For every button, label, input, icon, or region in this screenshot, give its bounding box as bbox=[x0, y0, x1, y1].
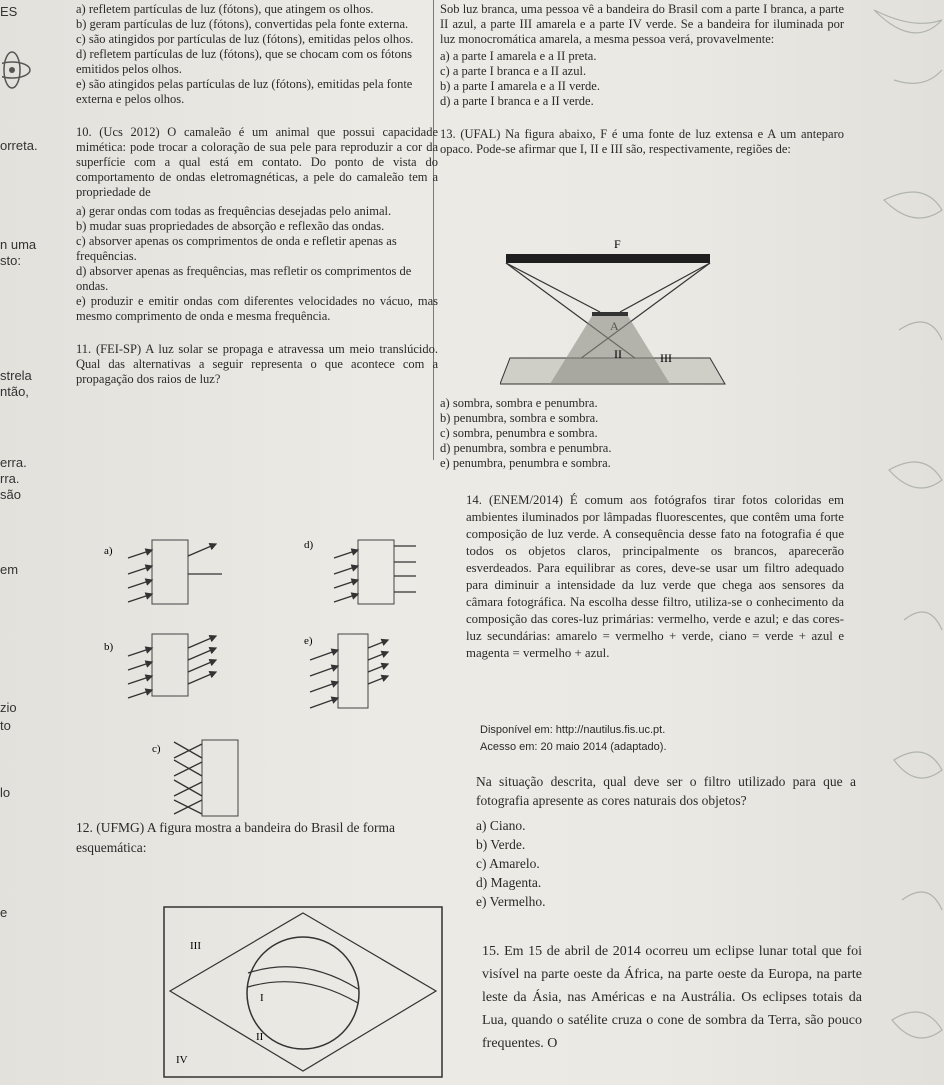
margin-fragment: ntão, bbox=[0, 384, 29, 399]
left-column bbox=[76, 2, 438, 387]
q10-option: a) gerar ondas com todas as frequências desejadas pelo animal. bbox=[76, 204, 392, 218]
question-13-stem: 13. (UFAL) Na figura abaixo, F é uma fonte de luz extensa e A um anteparo opaco. Pode-se afirmar que I, II e III são, respectivamente, regiões de: bbox=[440, 127, 844, 156]
q9-options bbox=[76, 2, 438, 107]
q9-option: c) são atingidos por partículas de luz (fótons), emitidas pelos olhos. bbox=[76, 32, 414, 46]
q10-option: d) absorver apenas as frequências, mas refletir os comprimentos de ondas. bbox=[76, 264, 412, 293]
margin-fragment: sto: bbox=[0, 253, 21, 268]
question-12 bbox=[76, 818, 456, 858]
q9-option: e) são atingidos pelas partículas de luz (fótons), emitidas pela fonte externa e pelos olhos. bbox=[76, 77, 413, 106]
q13-label-II: II bbox=[614, 347, 622, 361]
q11-label-d: d) bbox=[304, 539, 314, 551]
q11-c-rays bbox=[174, 742, 202, 814]
q11-a-medium-box bbox=[152, 540, 188, 604]
q14-option: d) Magenta. bbox=[476, 875, 542, 890]
q11-label-e: e) bbox=[304, 635, 313, 647]
question-14-stem: 14. (ENEM/2014) É comum aos fotógrafos tirar fotos coloridas em ambientes iluminados por lâmpadas fluorescentes, que contêm uma forte composição de luz verde. A consequência desse fato na fotografia é que todos os objetos claros, principalmente os brancos, aparecerão esverdeados. Para equilibrar as cores, deve-se usar um filtro adequado para diminuir a intensidade da luz verde que chega aos sensores da câmara fotográfica. Na escolha desse filtro, utiliza-se o conhecimento da composição das cores-luz primárias: vermelho, verde e azul; e das cores-luz secundárias: amarelo = vermelho + verde, ciano = verde + azul e magenta = vermelho + azul. bbox=[466, 493, 844, 660]
q13-option: e) penumbra, penumbra e sombra. bbox=[440, 456, 611, 470]
question-11 bbox=[76, 342, 438, 387]
question-10 bbox=[76, 125, 438, 324]
q11-d-rays bbox=[334, 546, 416, 602]
right-column bbox=[440, 2, 844, 157]
q8-option: c) a parte I branca e a II azul. bbox=[440, 64, 587, 78]
q13-options bbox=[440, 396, 844, 471]
atom-decoration-icon bbox=[2, 30, 42, 110]
q14-option: a) Ciano. bbox=[476, 818, 526, 833]
q11-ray-diagrams bbox=[90, 536, 430, 826]
umbra-region bbox=[550, 316, 670, 384]
flag-label-IV: IV bbox=[176, 1054, 188, 1066]
flag-label-II: II bbox=[256, 1031, 264, 1043]
q14-source bbox=[480, 722, 840, 756]
q14-question-text: Na situação descrita, qual deve ser o filtro utilizado para que a fotografia apresente as cores naturais dos objetos? bbox=[476, 774, 856, 808]
question-14 bbox=[466, 492, 844, 662]
flag-globe bbox=[247, 937, 359, 1049]
flag-band-bottom bbox=[248, 982, 358, 1003]
q11-e-rays bbox=[310, 640, 388, 708]
q8-tail-stem: Sob luz branca, uma pessoa vê a bandeira do Brasil com a parte I branca, a parte II azul, a parte III amarela e a parte IV verde. Se a bandeira for iluminada por luz monocromática amarela, a mesma pessoa verá, provavelmente: bbox=[440, 2, 844, 46]
q13-option: c) sombra, penumbra e sombra. bbox=[440, 426, 598, 440]
q13-label-III: III bbox=[660, 351, 672, 365]
opaque-screen-A bbox=[592, 312, 628, 316]
q8-tail bbox=[440, 2, 844, 109]
brazil-flag-diagram bbox=[160, 905, 460, 1081]
q14-option: c) Amarelo. bbox=[476, 856, 540, 871]
q13-option: b) penumbra, sombra e sombra. bbox=[440, 411, 599, 425]
margin-fragment: e bbox=[0, 905, 8, 920]
q8-option: a) a parte I amarela e a II preta. bbox=[440, 49, 597, 63]
q10-option: e) produzir e emitir ondas com diferentes velocidades no vácuo, mas mesmo comprimento de onda e mesma frequência. bbox=[76, 294, 438, 323]
question-15-stem: 15. Em 15 de abril de 2014 ocorreu um eclipse lunar total que foi visível na parte oeste da África, na parte oeste da Europa, na parte leste da Ásia, nas Américas e na Austrália. Os eclipses totais da Lua, quando o satélite cruza o cone de sombra da Terra, são pouco frequentes. O bbox=[482, 944, 862, 1051]
margin-fragment: zio bbox=[0, 700, 17, 715]
q13-shadow-diagram bbox=[500, 238, 740, 398]
q11-b-medium-box bbox=[152, 634, 188, 696]
q8-option: d) a parte I branca e a II verde. bbox=[440, 94, 594, 108]
q11-label-a: a) bbox=[104, 545, 113, 557]
question-12-stem: 12. (UFMG) A figura mostra a bandeira do Brasil de forma esquemática: bbox=[76, 820, 396, 855]
margin-fragment: orreta. bbox=[0, 138, 38, 153]
q10-option: c) absorver apenas os comprimentos de onda e refletir apenas as frequências. bbox=[76, 234, 397, 263]
q14-option: b) Verde. bbox=[476, 837, 526, 852]
margin-fragment: strela bbox=[0, 368, 32, 383]
q13-option: a) sombra, sombra e penumbra. bbox=[440, 396, 598, 410]
q9-option: d) refletem partículas de luz (fótons), que se chocam com os fótons emitidos pelos olhos. bbox=[76, 47, 412, 76]
flag-band-top bbox=[248, 967, 358, 989]
margin-fragment: rra. bbox=[0, 471, 20, 486]
q14-question bbox=[476, 772, 856, 911]
left-margin-fragments bbox=[0, 0, 70, 1085]
flag-label-III: III bbox=[190, 940, 201, 952]
q11-d-medium-box bbox=[358, 540, 394, 604]
q10-option: b) mudar suas propriedades de absorção e reflexão das ondas. bbox=[76, 219, 385, 233]
q11-b-rays bbox=[128, 636, 216, 698]
question-10-stem: 10. (Ucs 2012) O camaleão é um animal que possui capacidade mimética: pode trocar a coloração de sua pele para reproduzir a cor da superfície com a qual está em contato. Do ponto de vista do comportamento de ondas eletromagnéticas, a pele do camaleão tem a propriedade de bbox=[76, 125, 438, 199]
q11-e-medium-box bbox=[338, 634, 368, 708]
q9-option: a) refletem partículas de luz (fótons), que atingem os olhos. bbox=[76, 2, 374, 16]
question-11-stem: 11. (FEI-SP) A luz solar se propaga e atravessa um meio translúcido. Qual das alternativas a seguir representa o que acontece com a propagação dos raios de luz? bbox=[76, 342, 438, 386]
q14-source-url: Disponível em: http://nautilus.fis.uc.pt. bbox=[480, 724, 666, 736]
q11-label-c: c) bbox=[152, 743, 161, 755]
margin-fragment: n uma bbox=[0, 237, 37, 252]
margin-fragment: são bbox=[0, 487, 21, 502]
q14-source-access: Acesso em: 20 maio 2014 (adaptado). bbox=[480, 741, 667, 753]
q8-option: b) a parte I amarela e a II verde. bbox=[440, 79, 600, 93]
margin-fragment: erra. bbox=[0, 455, 27, 470]
leaf-decoration-icon bbox=[844, 0, 944, 1085]
light-source-F bbox=[506, 254, 710, 263]
flag-rectangle bbox=[164, 907, 442, 1077]
q11-a-rays bbox=[128, 544, 222, 602]
q9-option: b) geram partículas de luz (fótons), convertidas pela fonte externa. bbox=[76, 17, 409, 31]
margin-fragment: ES bbox=[0, 4, 18, 19]
margin-fragment: em bbox=[0, 562, 19, 577]
flag-label-I: I bbox=[260, 992, 264, 1004]
q13-label-F: F bbox=[614, 238, 621, 251]
q13-option: d) penumbra, sombra e penumbra. bbox=[440, 441, 612, 455]
question-13 bbox=[440, 127, 844, 157]
q14-option: e) Vermelho. bbox=[476, 894, 546, 909]
q11-label-b: b) bbox=[104, 641, 114, 653]
question-15 bbox=[482, 940, 862, 1055]
q11-c-medium-box bbox=[202, 740, 238, 816]
margin-fragment: to bbox=[0, 718, 11, 733]
margin-fragment: lo bbox=[0, 785, 11, 800]
